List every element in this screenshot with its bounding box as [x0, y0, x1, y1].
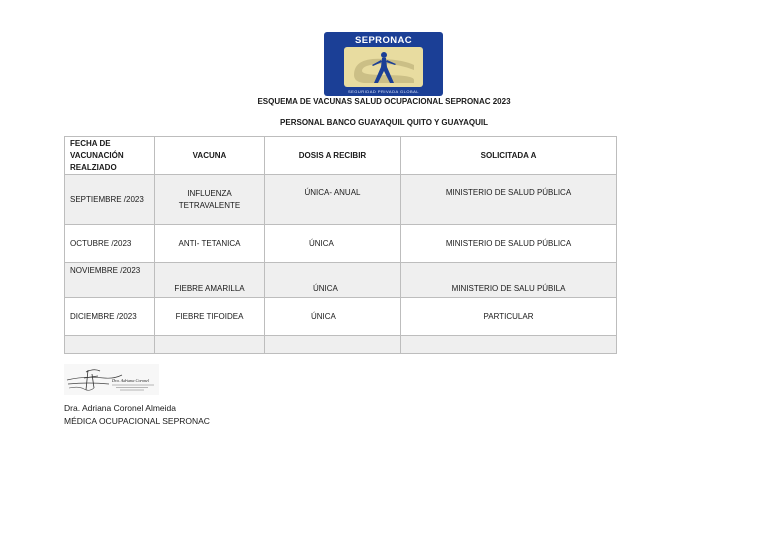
- cell-solicitada: MINISTERIO DE SALU PÚBILA: [401, 263, 617, 298]
- cell-vacuna: ANTI- TETANICA: [155, 225, 265, 263]
- cell-solicitada: PARTICULAR: [401, 298, 617, 336]
- stamp-name: Dra. Adriana Coronel: [112, 378, 150, 383]
- cell-dosis: ÚNICA- ANUAL: [265, 175, 401, 225]
- cell-fecha: OCTUBRE /2023: [65, 225, 155, 263]
- cell-dosis: ÚNICA: [265, 298, 401, 336]
- table-row: [65, 298, 617, 336]
- table-row: [65, 263, 617, 298]
- cell-dosis: ÚNICA: [265, 263, 401, 298]
- cell-solicitada: MINISTERIO DE SALUD PÚBLICA: [401, 225, 617, 263]
- document-subtitle: PERSONAL BANCO GUAYAQUIL QUITO Y GUAYAQUIL: [280, 118, 488, 127]
- table-row: [65, 175, 617, 225]
- handwritten-signature-stamp: [64, 364, 159, 395]
- cell-vacuna: [155, 336, 265, 354]
- logo-tagline: SEGURIDAD PRIVADA GLOBAL: [347, 89, 420, 94]
- cell-fecha: [65, 336, 155, 354]
- cell-fecha: NOVIEMBRE /2023: [65, 263, 155, 298]
- cell-solicitada: [401, 336, 617, 354]
- sepronac-logo: [324, 32, 443, 96]
- cell-fecha: SEPTIEMBRE /2023: [65, 175, 155, 225]
- vaccination-schedule-table: [64, 136, 617, 354]
- column-header-vacuna: VACUNA: [155, 137, 265, 175]
- document-title: ESQUEMA DE VACUNAS SALUD OCUPACIONAL SEPRONAC 2023: [257, 97, 511, 106]
- signatory-name: Dra. Adriana Coronel Almeida: [64, 403, 176, 413]
- cell-dosis: ÚNICA: [265, 225, 401, 263]
- signatory-role: MÉDICA OCUPACIONAL SEPRONAC: [64, 416, 210, 426]
- cell-vacuna: FIEBRE TIFOIDEA: [155, 298, 265, 336]
- cell-solicitada: MINISTERIO DE SALUD PÚBLICA: [401, 175, 617, 225]
- security-guard-emblem-icon: [344, 47, 423, 87]
- logo-name: SEPRONAC: [354, 35, 413, 46]
- table-row-empty: [65, 336, 617, 354]
- cell-vacuna: INFLUENZA TETRAVALENTE: [155, 175, 265, 225]
- cell-vacuna: FIEBRE AMARILLA: [155, 263, 265, 298]
- column-header-fecha: FECHA DE VACUNACIÓN REALZIADO: [65, 137, 155, 175]
- column-header-solicitada: SOLICITADA A: [401, 137, 617, 175]
- column-header-dosis: DOSIS A RECIBIR: [265, 137, 401, 175]
- table-header-row: [65, 137, 617, 175]
- cell-fecha: DICIEMBRE /2023: [65, 298, 155, 336]
- table-row: [65, 225, 617, 263]
- cell-dosis: [265, 336, 401, 354]
